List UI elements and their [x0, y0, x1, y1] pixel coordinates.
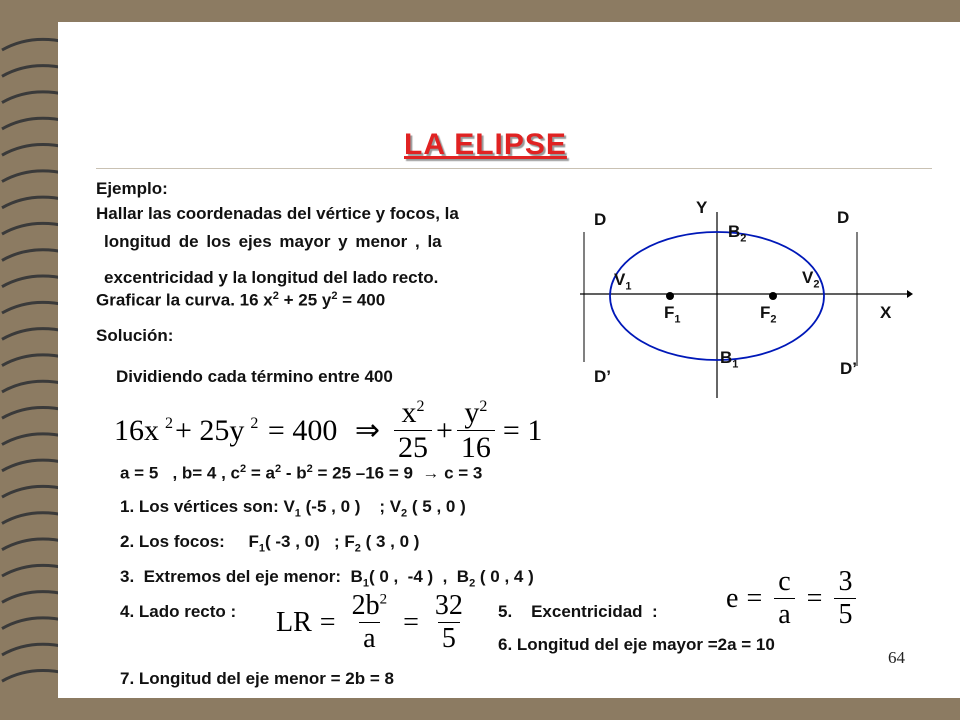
step-minor-axis: 3. Extremos del eje menor: $B_1$( 0 , -4 ) , $B_2$ ( 0 , 4 ) — [120, 567, 534, 590]
focus-1-point — [666, 292, 674, 300]
vertex-1-label: $V_1$ — [614, 270, 632, 293]
eccentricity-equation: e = $\frac{c}{a}$ = $\frac{3}{5}$ — [726, 566, 860, 631]
step-minor-axis-length: 7. Longitud del eje menor = 2b = 8 — [120, 669, 394, 688]
dividing-text: Dividiendo cada término entre 400 — [116, 367, 393, 386]
problem-line-4: Graficar la curva. 16 $x^2 + 25$ $y^2 = 400$ — [96, 290, 386, 310]
b2-label: $B_2$ — [728, 222, 747, 245]
problem-line-3: excentricidad y la longitud del lado recto. — [104, 268, 439, 287]
step-vertices: 1. Los vértices son: $V_1$ (-5 , 0 ) ; $V_2$ ( 5 , 0 ) — [120, 497, 466, 520]
directrix-label-right-top: D — [837, 208, 850, 227]
directrix-label-left-bottom: D’ — [594, 367, 611, 386]
focus-2-point — [769, 292, 777, 300]
step-major-axis: 6. Longitud del eje mayor =2a = 10 — [498, 635, 775, 654]
step-eccentricity: 5. Excentricidad : — [498, 602, 658, 621]
step-foci: 2. Los focos: $F_1$( -3 , 0) ; $F_2$ ( 3 , 0 ) — [120, 532, 420, 555]
directrix-label-right-bottom: D’ — [840, 359, 857, 378]
page-number: 64 — [888, 648, 905, 667]
directrix-label-left-top: D — [594, 210, 607, 229]
focus-1-label: $F_1$ — [664, 303, 681, 326]
vertex-2-label: $V_2$ — [802, 268, 820, 291]
x-axis-label: X — [880, 303, 892, 322]
values-line: a = 5 , b= 4 , $c^2 = a^2 - b^2 = 25$ –16 = 9 → c = 3 — [120, 463, 483, 483]
page-title: LA ELIPSE — [404, 128, 567, 161]
fraction-x2-25: $\frac{x^2}{25}$ — [394, 396, 432, 465]
step-latus-rectum: 4. Lado recto : — [120, 602, 237, 621]
problem-line-1: Hallar las coordenadas del vértice y focos, la — [96, 204, 459, 223]
main-equation: 16x $^2$ + 25y $^2$ = 400 ⇒ $\frac{x^2}{25}$ + $\frac{y^2}{16}$ = 1 — [114, 396, 543, 464]
implies-symbol: ⇒ — [354, 414, 380, 447]
b1-label: $B_1$ — [720, 348, 739, 371]
focus-2-label: $F_2$ — [760, 303, 777, 326]
latus-rectum-equation: LR = $\frac{2b^2}{a}$ = $\frac{32}{5}$ — [276, 590, 463, 654]
fraction-y2-16: $\frac{y^2}{16}$ — [457, 396, 495, 465]
example-label: Ejemplo: — [96, 179, 168, 198]
x-axis-arrow — [907, 290, 913, 298]
problem-line-2: longitud de los ejes mayor y menor , la — [104, 232, 442, 251]
solution-label: Solución: — [96, 326, 174, 345]
title-divider — [96, 168, 932, 169]
y-axis-label: Y — [696, 198, 708, 217]
ellipse-graph — [570, 190, 920, 405]
